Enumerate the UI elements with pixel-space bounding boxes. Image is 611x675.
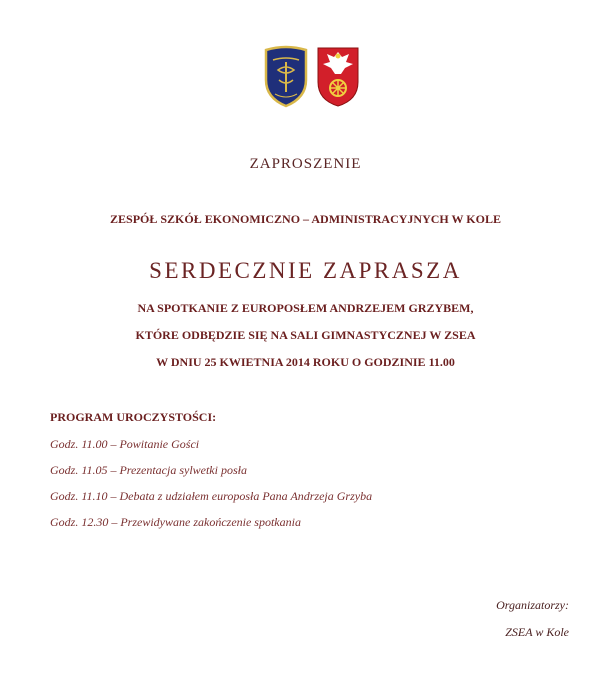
program-item: Godz. 11.05 – Prezentacja sylwetki posła	[50, 463, 247, 477]
event-details	[0, 300, 611, 381]
city-coat-of-arms-icon	[315, 44, 361, 108]
program-item: Godz. 11.10 – Debata z udziałem europosła Pana Andrzeja Grzyba	[50, 489, 373, 503]
logos	[263, 44, 363, 114]
headline: SERDECZNIE ZAPRASZA	[149, 258, 462, 283]
program-list	[50, 436, 372, 540]
organizers-label: Organizatorzy:	[496, 598, 569, 612]
program-title: PROGRAM UROCZYSTOŚCI:	[50, 410, 217, 424]
school-name: ZESPÓŁ SZKÓŁ EKONOMICZNO – ADMINISTRACYJNYCH W KOLE	[110, 212, 501, 226]
organizers-name: ZSEA w Kole	[505, 625, 569, 639]
detail-line: NA SPOTKANIE Z EUROPOSŁEM ANDRZEJEM GRZYBEM,	[137, 301, 474, 315]
detail-line: KTÓRE ODBĘDZIE SIĘ NA SALI GIMNASTYCZNEJ W ZSEA	[135, 328, 476, 342]
school-emblem-icon	[263, 44, 309, 108]
program-item: Godz. 12.30 – Przewidywane zakończenie spotkania	[50, 515, 301, 529]
detail-line: W DNIU 25 KWIETNIA 2014 ROKU O GODZINIE 11.00	[156, 355, 455, 369]
program-item: Godz. 11.00 – Powitanie Gości	[50, 437, 200, 451]
invitation-title: ZAPROSZENIE	[249, 156, 362, 172]
